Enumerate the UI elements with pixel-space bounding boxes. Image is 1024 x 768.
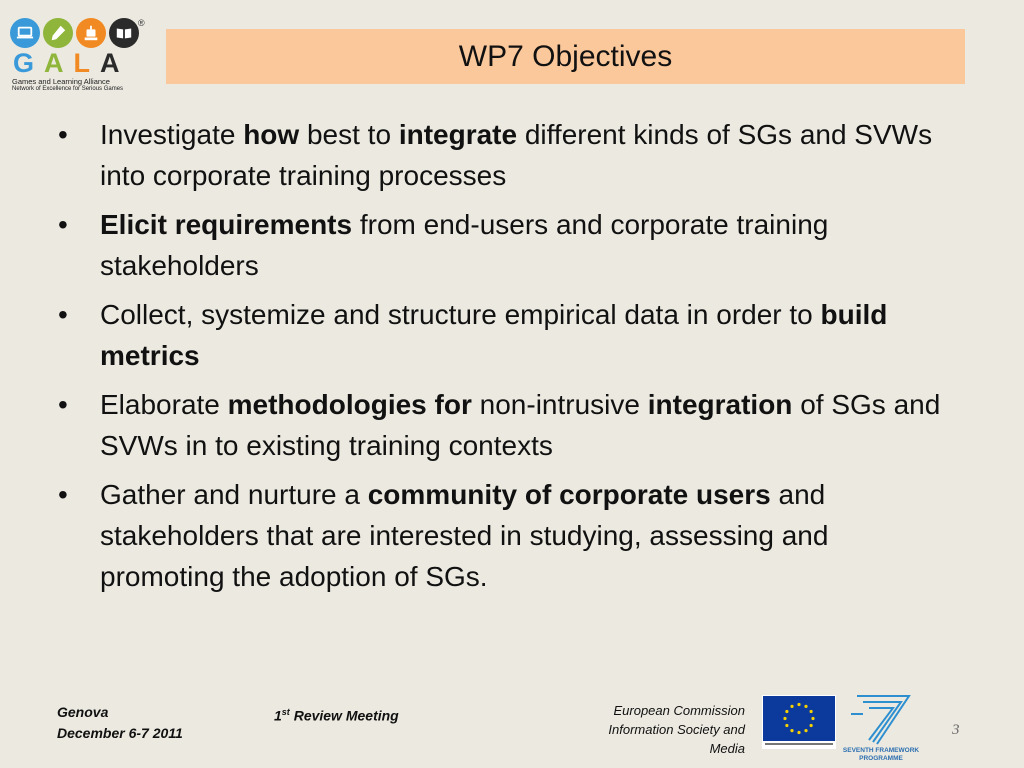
logo-letter: L [73, 48, 91, 78]
bullet-item [58, 114, 958, 196]
bullet-marker: • [58, 119, 68, 150]
text-run: Elaborate [100, 389, 228, 420]
eu-star [785, 710, 788, 713]
bullet-marker: • [58, 209, 68, 240]
fp7-caption: SEVENTH FRAMEWORK [843, 747, 919, 754]
fp7-logo-icon [843, 692, 919, 762]
bullet-marker: • [58, 299, 68, 330]
title-bar [166, 29, 965, 84]
pen-nib-icon [43, 18, 73, 48]
bullet-list [58, 114, 958, 605]
bullet-item [58, 204, 958, 286]
eu-star [804, 705, 807, 708]
bold-phrase: integration [647, 389, 793, 420]
logo-letter: A [100, 48, 120, 78]
bullet-item [58, 294, 958, 376]
eu-star [785, 724, 788, 727]
logo-letter: A [44, 48, 64, 78]
logo-letter: G [13, 48, 35, 78]
eu-star [811, 717, 814, 720]
meeting-name: Review Meeting [289, 707, 399, 724]
ec-line: Information Society and [608, 722, 745, 737]
slide-title: WP7 Objectives [458, 39, 673, 73]
eu-star [790, 729, 793, 732]
eu-star [790, 705, 793, 708]
bullet-text [100, 114, 958, 196]
meeting-ordinal-suffix: st [281, 707, 290, 717]
registered-mark: ® [138, 18, 145, 28]
footer-location-date [57, 702, 183, 744]
eu-star [810, 710, 813, 713]
text-run: Collect, systemize and structure empirical data in order to [100, 299, 821, 330]
footer-european-commission [545, 701, 745, 758]
bold-phrase: how [243, 119, 300, 150]
eu-star [797, 703, 800, 706]
meeting-ordinal: 1 [274, 707, 282, 724]
footer-date: December 6-7 2011 [57, 725, 183, 741]
eu-star [783, 717, 786, 720]
footer-location: Genova [57, 704, 109, 720]
bullet-marker: • [58, 479, 68, 510]
bold-phrase: build metrics [100, 299, 888, 371]
book-icon [109, 18, 139, 48]
text-run: Investigate [100, 119, 244, 150]
text-run: Gather and nurture a [100, 479, 368, 510]
ec-line: European Commission [613, 703, 745, 718]
logo-icon-row [10, 18, 150, 48]
fp7-caption: PROGRAMME [859, 755, 903, 762]
bullet-text [100, 204, 958, 286]
bullet-text [100, 294, 958, 376]
logo-tagline: Network of Excellence for Serious Games [12, 86, 124, 92]
bullet-marker: • [58, 389, 68, 420]
text-run: from end-users and corporate training stakeholders [100, 209, 829, 281]
text-run: non-intrusive [471, 389, 648, 420]
text-run: best to [299, 119, 399, 150]
eu-star [804, 729, 807, 732]
laptop-icon [10, 18, 40, 48]
text-run: and stakeholders that are interested in studying, assessing and promoting the adoption of SGs. [100, 479, 829, 592]
bold-phrase: integrate [398, 119, 518, 150]
text-run: of SGs and SVWs in to existing training contexts [100, 389, 941, 461]
bold-phrase: community of corporate users [367, 479, 771, 510]
robot-icon [76, 18, 106, 48]
gala-logo [10, 18, 150, 104]
footer-meeting [274, 702, 399, 727]
logo-wordmark [10, 50, 150, 77]
eu-star [810, 724, 813, 727]
bullet-text [100, 474, 958, 597]
bold-phrase: methodologies for [227, 389, 472, 420]
bullet-text [100, 384, 958, 466]
eu-star [797, 731, 800, 734]
eu-flag-icon [762, 695, 836, 749]
text-run: different kinds of SGs and SVWs into corporate training processes [100, 119, 933, 191]
ec-line: Media [709, 741, 745, 756]
bullet-item [58, 474, 958, 597]
bullet-item [58, 384, 958, 466]
bold-phrase: Elicit requirements [100, 209, 353, 240]
logo-subtitle: Games and Learning Alliance [12, 77, 110, 86]
page-number: 3 [952, 722, 960, 738]
